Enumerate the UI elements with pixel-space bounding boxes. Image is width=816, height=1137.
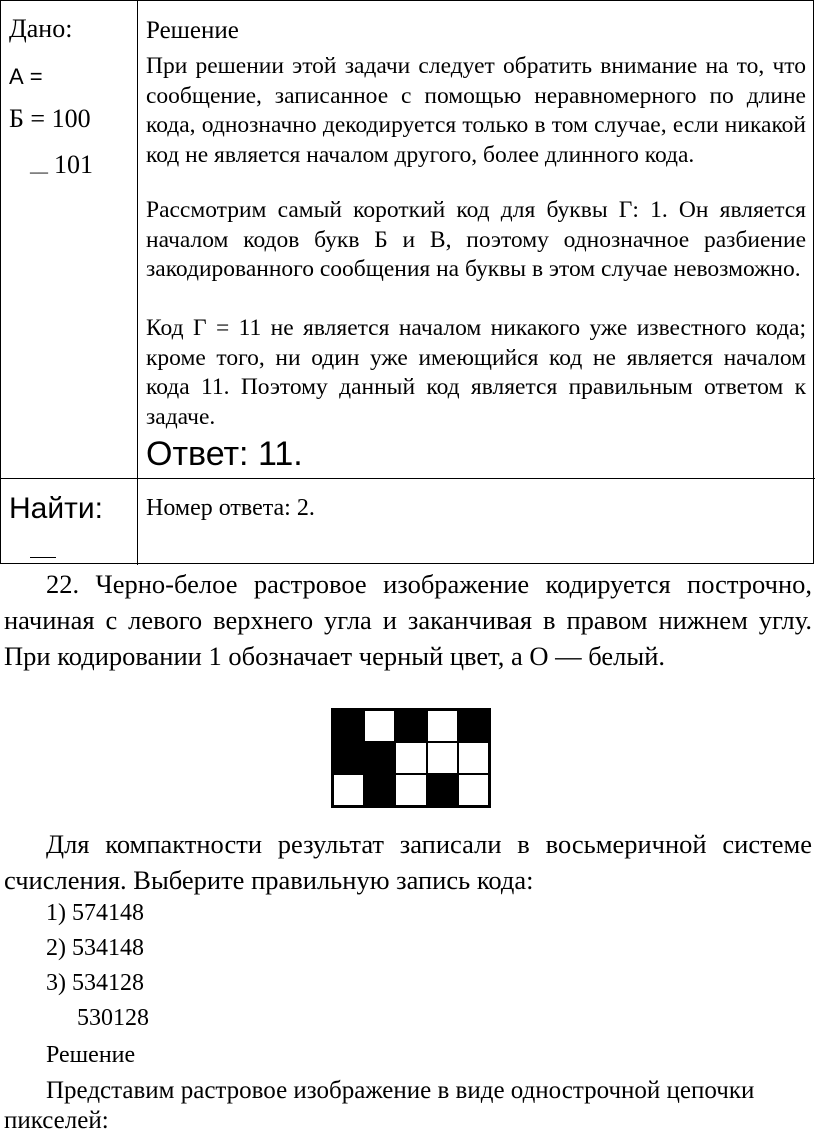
- solution-paragraph-3: Код Г = 11 не является началом никакого уже известного кода; кроме того, ни один уже имеющийся код не является началом кода 11. Поэтому данный код является правильным ответом к задаче.: [146, 315, 806, 430]
- table-row-divider: [1, 478, 815, 479]
- pixel-cell: [333, 710, 364, 742]
- given-v: __ 101: [30, 150, 93, 179]
- compact-text: Для компактности результат записали в восьмеричной системе счисления. Выберите правильную запись кода:: [4, 829, 812, 895]
- pixel-cell: [333, 742, 364, 774]
- task-22-text: 22. Черно-белое растровое изображение кодируется построчно, начиная с левого верхнего угла и заканчивая в правом нижнем углу. При кодировании 1 обозначает черный цвет, а О — белый.: [4, 569, 812, 671]
- pixel-cell: [395, 710, 426, 742]
- option-1-label: 1): [46, 900, 66, 926]
- find-underline: [30, 557, 56, 558]
- pixel-cell: [458, 774, 489, 806]
- raster-image: [331, 708, 491, 808]
- given-v-value: 101: [54, 150, 93, 179]
- option-3-label: 3): [46, 970, 66, 996]
- pixel-cell: [364, 710, 395, 742]
- pixel-cell: [458, 710, 489, 742]
- option-1: [46, 900, 144, 927]
- pixel-cell: [395, 742, 426, 774]
- answer: Ответ: 11.: [146, 435, 303, 473]
- pixel-cell: [333, 774, 364, 806]
- find-title: Найти:: [9, 492, 103, 525]
- answer-number: Номер ответа: 2.: [146, 495, 315, 521]
- pixel-cell: [427, 742, 458, 774]
- pixel-cell: [395, 774, 426, 806]
- task-22-solution-text: Представим растровое изображение в виде однострочной цепочки пикселей:: [4, 1077, 755, 1134]
- option-4: [77, 1005, 149, 1032]
- pixel-cell: [427, 710, 458, 742]
- given-b: Б = 100: [9, 104, 91, 133]
- solution-paragraph-1: При решении этой задачи следует обратить внимание на то, что сообщение, записанное с помощью неравномерного по длине кода, однозначно декодируется только в том случае, если никакой код не является началом другого, более длинного кода.: [146, 53, 806, 168]
- option-3-value: 534128: [72, 970, 144, 996]
- option-1-value: 574148: [72, 900, 144, 926]
- solution-paragraph-2: Рассмотрим самый короткий код для буквы Г: 1. Он является началом кодов букв Б и В, поэтому однозначное разбиение закодированного сообщения на буквы в этом случае невозможно.: [146, 197, 806, 282]
- pixel-cell: [364, 742, 395, 774]
- table-column-divider: [137, 1, 138, 565]
- pixel-cell: [427, 774, 458, 806]
- pixel-cell: [364, 774, 395, 806]
- option-2-label: 2): [46, 935, 66, 961]
- option-3: [46, 970, 144, 997]
- option-2: [46, 935, 144, 962]
- given-title: Дано:: [9, 14, 73, 43]
- pixel-cell: [458, 742, 489, 774]
- option-4-value: 530128: [77, 1005, 149, 1031]
- given-a: А =: [9, 64, 43, 89]
- task-22-solution-title: Решение: [46, 1042, 136, 1068]
- option-2-value: 534148: [72, 935, 144, 961]
- solution-title: Решение: [146, 17, 239, 44]
